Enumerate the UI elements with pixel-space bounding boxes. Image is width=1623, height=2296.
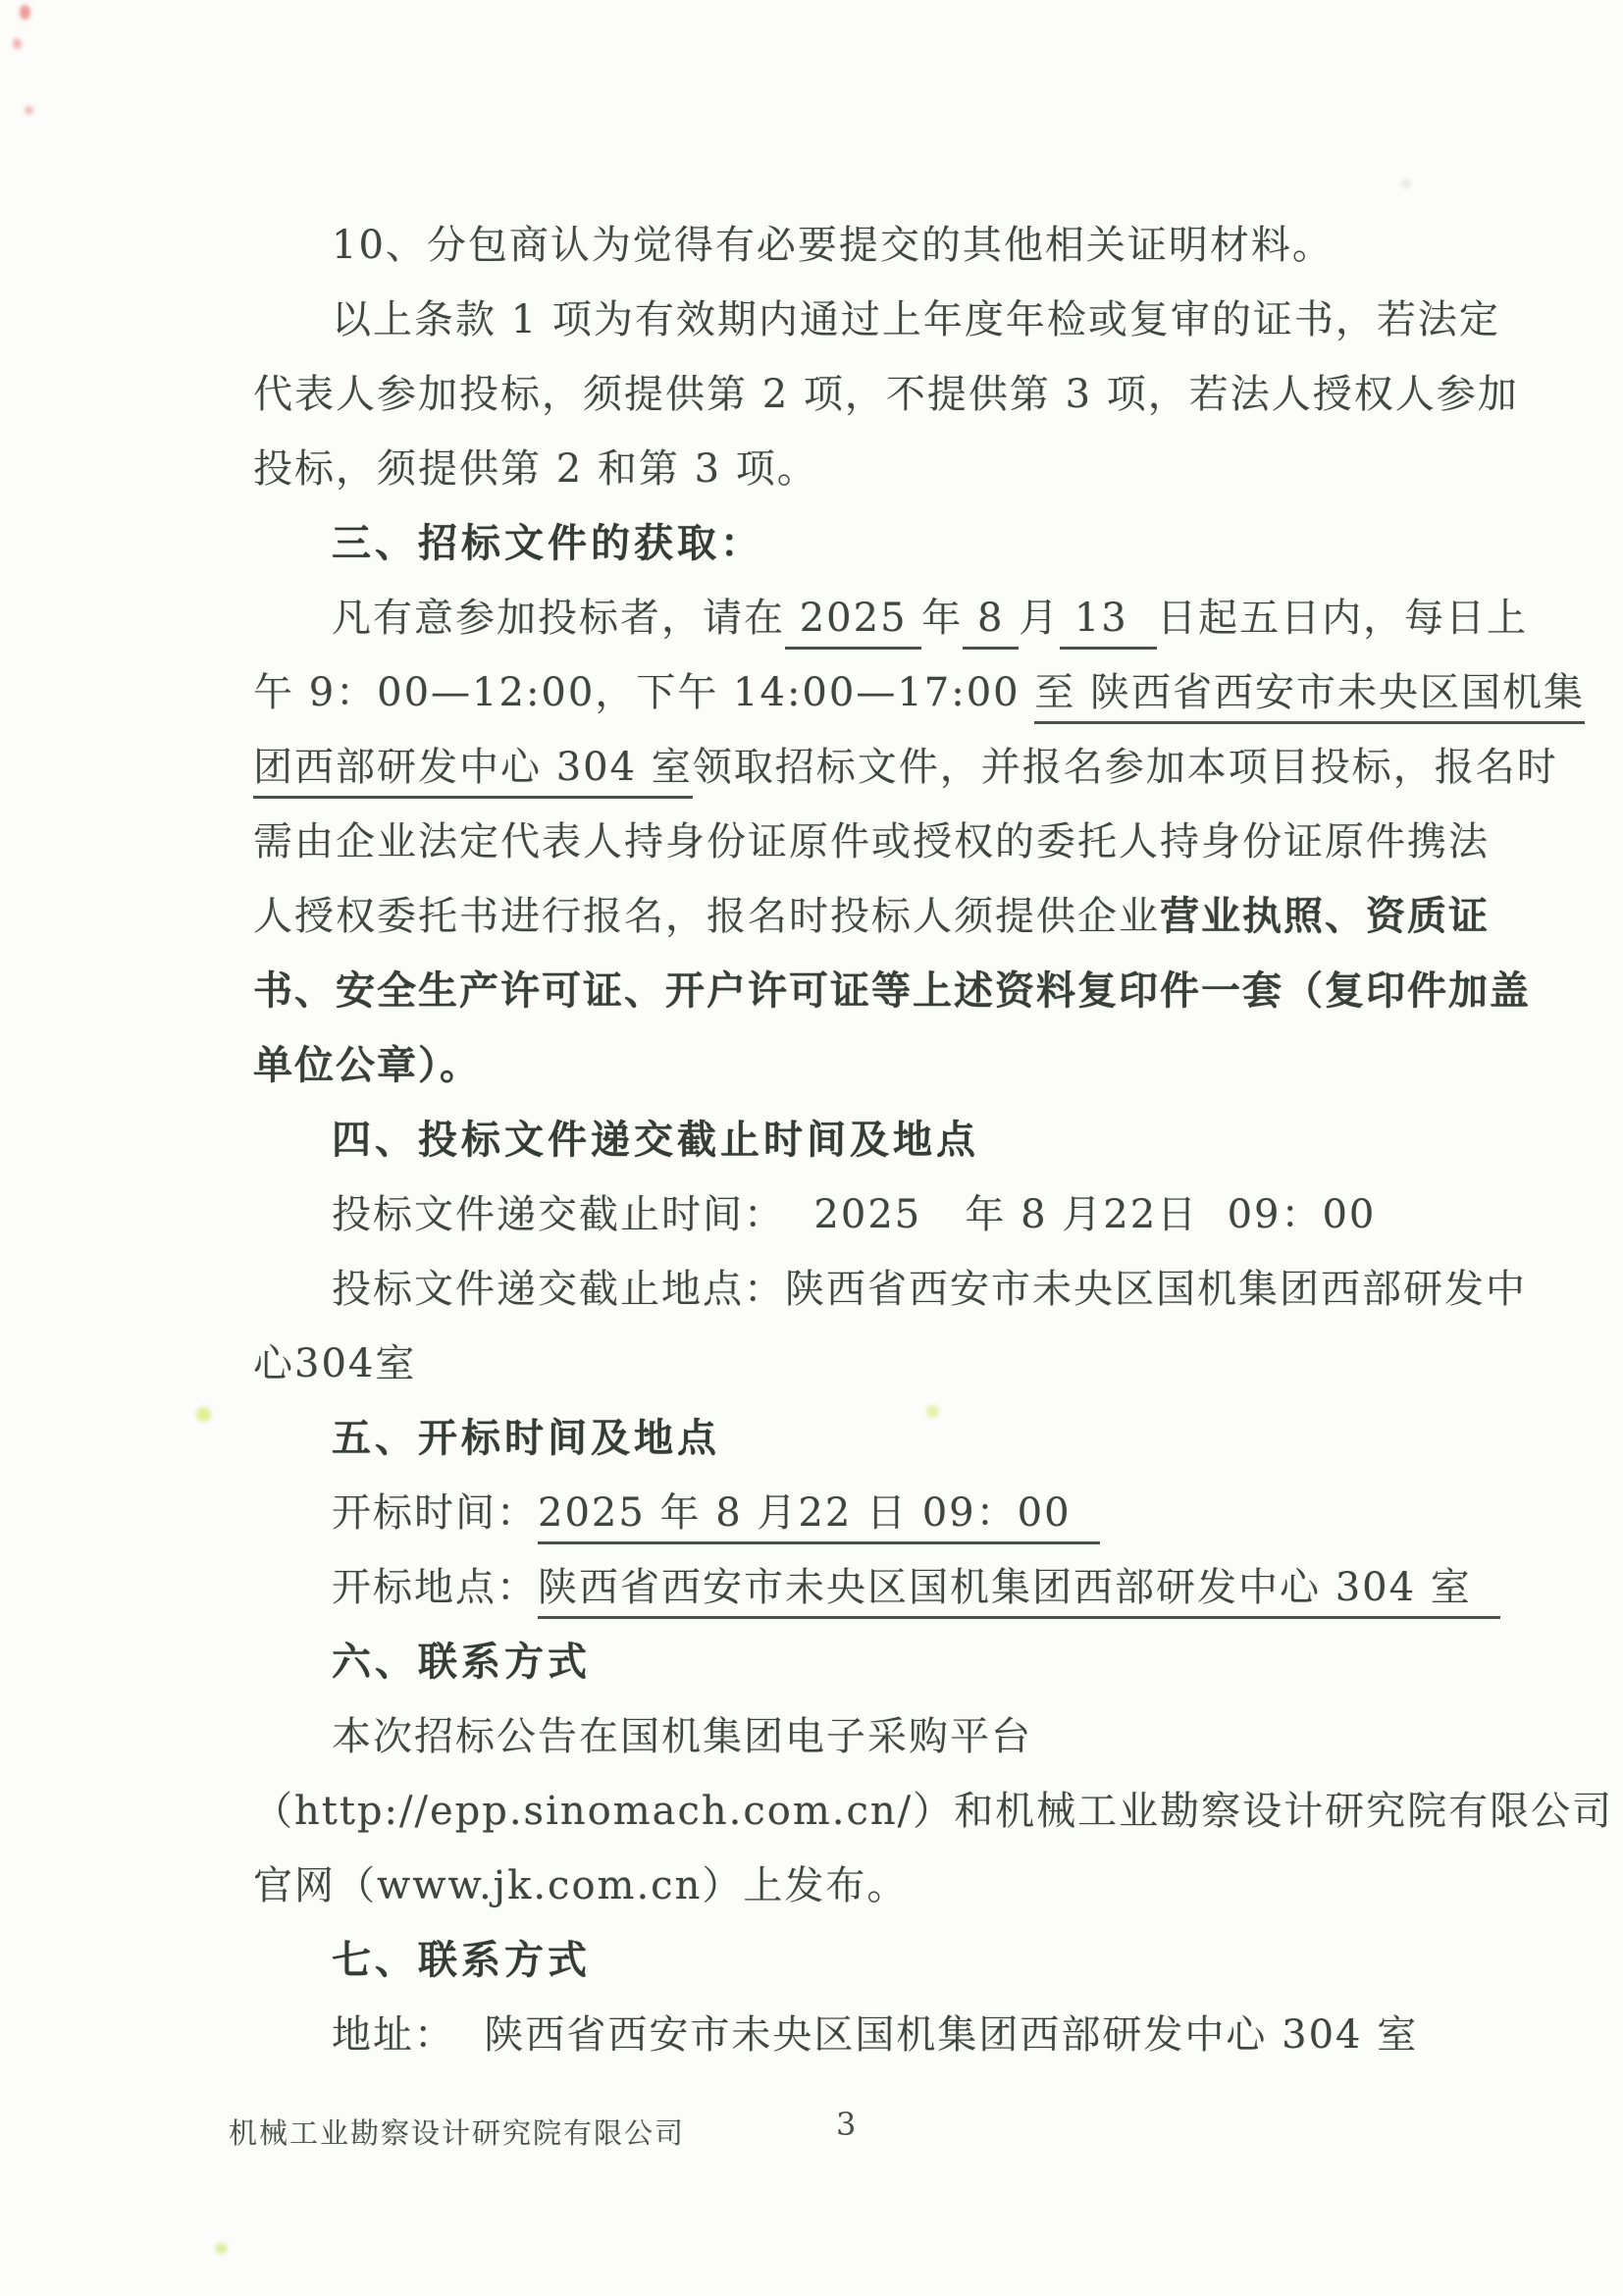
text-line xyxy=(253,730,1578,805)
text-segment: 三、招标文件的获取： xyxy=(332,520,763,566)
text-segment: 五、开标时间及地点 xyxy=(332,1415,720,1461)
text-line xyxy=(253,1849,1578,1923)
text-line xyxy=(253,1550,1578,1625)
underlined-text: 至 陕西省西安市未央区国机集 xyxy=(1034,667,1585,724)
text-segment: 日起五日内，每日上 xyxy=(1157,596,1529,641)
text-line xyxy=(253,1028,1578,1103)
text-line xyxy=(253,879,1578,954)
scan-speck xyxy=(1401,179,1411,188)
text-segment: 以上条款 1 项为有效期内通过上年度年检或复审的证书，若法定 xyxy=(332,297,1500,342)
text-segment: 地址： 陕西省西安市未央区国机集团西部研发中心 304 室 xyxy=(332,2012,1419,2058)
text-segment: 需由企业法定代表人持身份证原件或授权的委托人持身份证原件携法 xyxy=(253,819,1490,864)
scan-speck xyxy=(926,1405,939,1418)
text-line xyxy=(253,1177,1578,1252)
text-segment: 领取招标文件，并报名参加本项目投标，报名时 xyxy=(692,745,1558,790)
heading-line xyxy=(253,1923,1578,1998)
heading-line xyxy=(253,506,1578,581)
page-number: 3 xyxy=(836,2106,857,2143)
text-line xyxy=(253,1252,1578,1327)
text-line xyxy=(253,1699,1578,1774)
text-segment: 午 9：00—12:00，下午 14:00—17:00 xyxy=(253,670,1035,715)
text-segment: 投标，须提供第 2 和第 3 项。 xyxy=(253,446,818,492)
text-line xyxy=(253,1774,1614,1849)
underlined-text: 8 xyxy=(963,593,1019,650)
text-line xyxy=(253,581,1578,655)
text-segment: 官网（www.jk.com.cn）上发布。 xyxy=(253,1863,909,1908)
bold-text: 单位公章）。 xyxy=(253,1042,481,1088)
text-segment: 年 xyxy=(921,596,964,641)
text-line xyxy=(253,954,1578,1028)
footer-company: 机械工业勘察设计研究院有限公司 xyxy=(229,2116,686,2150)
text-segment: （http://epp.sinomach.com.cn/）和机械工业勘察设计研究院有限公司 xyxy=(253,1789,1614,1834)
text-segment: 心304室 xyxy=(253,1341,417,1386)
text-segment: 月 xyxy=(1019,596,1061,641)
underlined-text: 陕西省西安市未央区国机集团西部研发中心 304 室 xyxy=(538,1562,1500,1619)
text-segment: 四、投标文件递交截止时间及地点 xyxy=(332,1117,979,1163)
underlined-text: 13 xyxy=(1060,593,1157,650)
text-line xyxy=(253,432,1578,506)
text-line xyxy=(253,1998,1578,2072)
text-line xyxy=(253,1327,1578,1401)
text-segment: 凡有意参加投标者，请在 xyxy=(332,596,785,641)
text-segment: 代表人参加投标，须提供第 2 项，不提供第 3 项，若法人授权人参加 xyxy=(253,372,1519,417)
text-line xyxy=(253,283,1578,357)
scan-speck xyxy=(25,106,33,115)
text-line xyxy=(253,208,1578,283)
bold-text: 书、安全生产许可证、开户许可证等上述资料复印件一套（复印件加盖 xyxy=(253,967,1531,1014)
text-segment: 10、分包商认为觉得有必要提交的其他相关证明材料。 xyxy=(332,223,1334,268)
bold-text: 营业执照、资质证 xyxy=(1160,893,1490,939)
scan-speck xyxy=(215,2243,228,2254)
text-segment: 本次招标公告在国机集团电子采购平台 xyxy=(332,1714,1032,1759)
text-line xyxy=(253,805,1578,879)
heading-line xyxy=(253,1401,1578,1476)
scan-speck xyxy=(13,38,22,49)
scan-speck xyxy=(20,5,30,20)
document-body xyxy=(253,208,1614,2072)
scan-speck xyxy=(196,1407,211,1422)
underlined-text: 2025 xyxy=(785,593,921,650)
text-line xyxy=(253,1476,1578,1550)
underlined-text: 团西部研发中心 304 室 xyxy=(253,742,693,799)
heading-line xyxy=(253,1103,1578,1177)
text-segment: 七、联系方式 xyxy=(332,1937,591,1983)
text-segment: 投标文件递交截止时间： 2025 年 8 月22日 09：00 xyxy=(332,1192,1377,1237)
text-line xyxy=(253,357,1578,432)
text-segment: 人授权委托书进行报名，报名时投标人须提供企业 xyxy=(253,894,1160,939)
text-segment: 开标时间： xyxy=(332,1490,538,1536)
heading-line xyxy=(253,1625,1578,1699)
text-line xyxy=(253,655,1586,730)
text-segment: 投标文件递交截止地点：陕西省西安市未央区国机集团西部研发中 xyxy=(332,1267,1527,1312)
underlined-text: 2025 年 8 月22 日 09：00 xyxy=(538,1487,1100,1544)
text-segment: 开标地点： xyxy=(332,1565,538,1610)
text-segment: 六、联系方式 xyxy=(332,1639,591,1685)
